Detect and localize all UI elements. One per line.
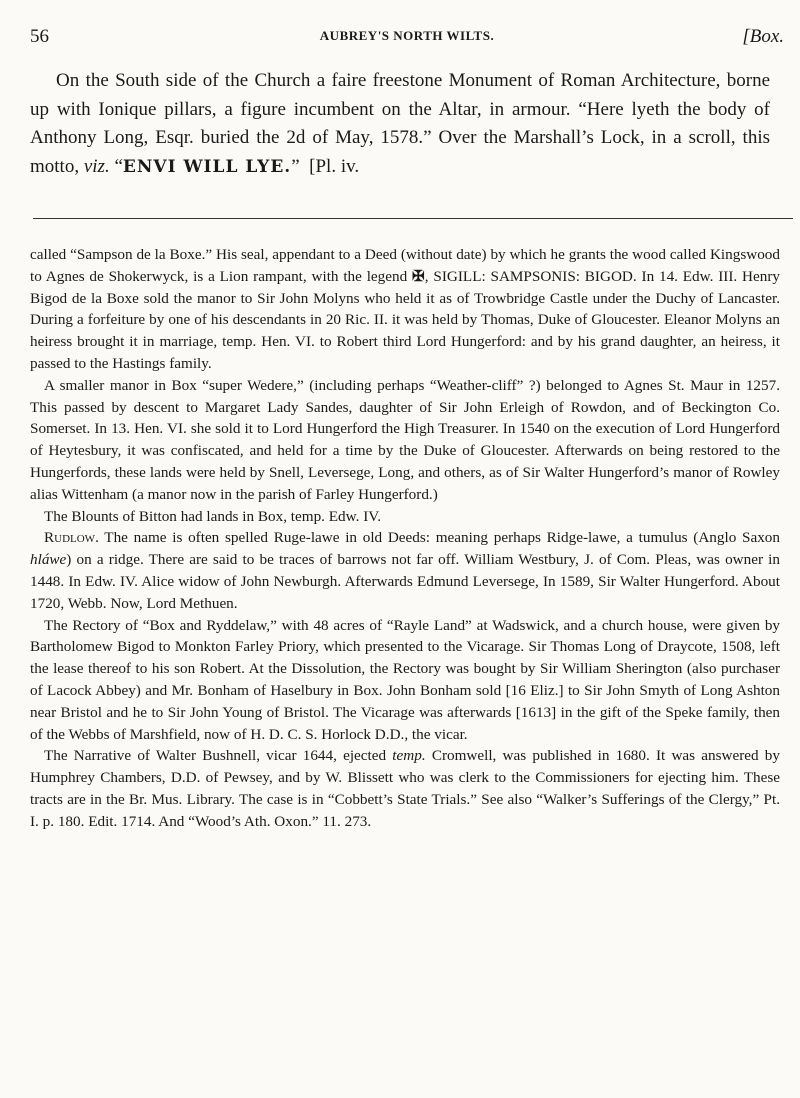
- main-text: [30, 67, 770, 181]
- note-text: , SIGILL: SAMPSONIS: BIGOD. In 14. Edw. III. Henry Bigod de la Boxe sold the manor to Sir John Molyns who held it as of Trowbridge Castle under the Duchy of Lancaster. During a forfeiture by one of his descendants in 20 Ric. II. it was held by Thomas, Duke of Gloucester. Eleanor Molyns an heiress brought it in marriage, temp. Hen. VI. to Robert third Lord Hungerford: and by his grand daughter, an heiress, it passed to the Hastings family.: [30, 267, 780, 372]
- note-text: Cromwell, was published in 1680. It was answered by Humphrey Chambers, D.D. of Pewsey, and by W. Blissett who was clerk to the Commissioners for ejecting him. These tracts are in the Br. Mus. Library. The case is in “Cobbett’s State Trials.” See also “Walker’s Sufferings of the Clergy,” Pt. I. p. 180. Edit. 1714. And “Wood’s Ath. Oxon.” 11. 273.: [30, 747, 780, 830]
- footnote-rule: [33, 218, 793, 219]
- plate-reference: [Pl. iv.: [309, 155, 360, 177]
- page-number: 56: [30, 26, 49, 47]
- cross-symbol: ✠: [412, 267, 425, 285]
- note-heading-rudlow: Rudlow.: [44, 529, 99, 547]
- main-paragraph: On the South side of the Church a faire freestone Monument of Roman Architecture, borne up with Ionique pillars, a figure incumbent on the Altar, in armour. “Here lyeth the body of Anthony Long, Esqr. buried the 2d of May, 1578.” Over the Marshall’s Lock, in a scroll, this motto, viz. “ENVI WILL LYE.” [Pl. iv.: [30, 70, 770, 177]
- note-text: The name is often spelled Ruge-lawe in old Deeds: meaning perhaps Ridge-lawe, a tumulus (Anglo Saxon: [98, 529, 780, 547]
- note-text: The Narrative of Walter Bushnell, vicar 1644, ejected: [44, 747, 393, 765]
- section-marker: [Box.: [742, 26, 784, 47]
- note-text: called “Sampson de la Boxe.” His seal, appendant to a Deed (without date) by which he grants the wood called Kingswood to Agnes de Shokerwyck, is a Lion rampant, with the legend: [30, 246, 780, 285]
- temp-abbreviation: temp.: [392, 747, 426, 765]
- note-paragraph: The Blounts of Bitton had lands in Box, temp. Edw. IV.: [44, 507, 382, 525]
- running-title: AUBREY'S NORTH WILTS.: [319, 28, 495, 43]
- note-paragraph: A smaller manor in Box “super Wedere,” (including perhaps “Weather-cliff” ?) belonged to Agnes St. Maur in 1257. This passed by descent to Margaret Lady Sandes, daughter of Sir John Erleigh of Rowdon, and of Beckington Co. Somerset. In 13. Hen. VI. she sold it to Lord Hungerford the High Treasurer. In 1540 on the execution of Lord Hungerford of Heytesbury, it was confiscated, and held for a time by the Duke of Gloucester. Afterwards on being restored to the Hungerfords, these lands were held by Snell, Leversege, Long, and others, as of Sir Walter Hungerford’s manor of Rowley alias Wittenham (a manor now in the parish of Farley Hungerford.): [30, 376, 780, 503]
- footnotes: [30, 244, 780, 833]
- note-paragraph: [30, 244, 780, 375]
- anglo-saxon-word: hláwe: [30, 551, 67, 569]
- note-paragraph: [30, 745, 780, 832]
- main-paragraph-text: On the South side of the Church a faire freestone Monument of Roman Architecture, borne up with Ionique pillars, a figure incumbent on the Altar, in armour. “Here lyeth the body of Anthony Long, Esqr. buried the 2d of May, 1578.” Over the Marshall’s Lock, in a scroll, this motto,: [30, 70, 770, 177]
- note-text: ) on a ridge. There are said to be traces of barrows not far off. William Westbury, J. of Com. Pleas, was owner in 1448. In Edw. IV. Alice widow of John Newburgh. Afterwards Edmund Leversege, In 1589, Sir Walter Hungerford. About 1720, Webb. Now, Lord Methuen.: [30, 551, 780, 612]
- note-paragraph: The Rectory of “Box and Ryddelaw,” with 48 acres of “Rayle Land” at Wadswick, and a church house, were given by Bartholomew Bigod to Monkton Farley Priory, which presented to the Vicarage. Sir Thomas Long of Draycote, 1508, left the lease thereof to his son Robert. At the Dissolution, the Rectory was bought by Sir William Sherington (also purchaser of Lacock Abbey) and Mr. Bonham of Haselbury in Box. John Bonham sold [16 Eliz.] to Sir John Smyth of Long Ashton near Bristol and he to Sir John Young of Bristol. The Vicarage was afterwards [1613] in the gift of the Speke family, then of the Webbs of Marshfield, now of H. D. C. S. Horlock D.D., the vicar.: [30, 616, 780, 743]
- running-head: [30, 26, 784, 52]
- motto: ENVI WILL LYE.: [122, 156, 292, 177]
- viz-abbreviation: viz.: [83, 155, 110, 177]
- note-paragraph: [30, 527, 780, 614]
